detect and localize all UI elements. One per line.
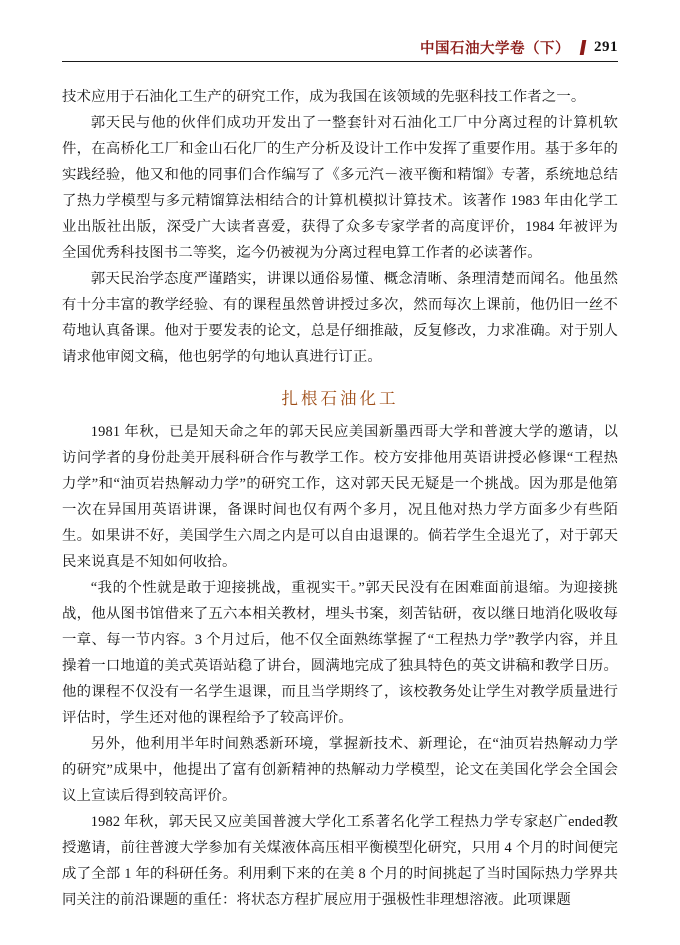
header-divider	[62, 61, 618, 62]
page-number: 291	[594, 38, 618, 55]
section-title: 扎根石油化工	[281, 388, 399, 408]
page-header	[0, 34, 680, 60]
page-content	[62, 84, 618, 913]
paragraph: “我的个性就是敢于迎接挑战，重视实干。”郭天民没有在困难面前退缩。为迎接挑战，他从图书馆借来了五六本相关教材，埋头书案，刻苦钻研，夜以继日地消化吸收每一章、每一节内容。3 个月过后，他不仅全面熟练掌握了“工程热力学”教学内容，并且操着一口地道的美式英语站稳了讲台，圆满地完成了独具特色的英文讲稿和教学日历。他的课程不仅没有一名学生退课，而且当学期终了，该校教务处让学生对教学质量进行评估时，学生还对他的课程给予了较高评价。	[62, 579, 618, 727]
paragraph: 郭天民治学态度严谨踏实，讲课以通俗易懂、概念清晰、条理清楚而闻名。他虽然有十分丰富的教学经验、有的课程虽然曾讲授过多次，然而每次上课前，他仍旧一丝不苟地认真备课。他对于要发表的论文，总是仔细推敲，反复修改，力求准确。对于别人请求他审阅文稿，他也躬学的句地认真进行订正。	[62, 271, 618, 366]
paragraph: 技术应用于石油化工生产的研究工作，成为我国在该领域的先驱科技工作者之一。	[62, 89, 586, 105]
paragraph: 另外，他利用半年时间熟悉新环境，掌握新技术、新理论，在“油页岩热解动力学的研究”成果中，他提出了富有创新精神的热解动力学模型，论文在美国化学会全国会议上宣读后得到较高评价。	[62, 736, 618, 805]
paragraph: 1982 年秋，郭天民又应美国普渡大学化工系著名化学工程热力学专家赵广ended教授邀请，前往普渡大学参加有关煤液体高压相平衡模型化研究，只用 4 个月的时间便完成了全部 1 年的科研任务。利用剩下来的在美 8 个月的时间挑起了当时国际热力学界共同关注的前沿课题的重任：将状态方程扩展应用于强极性非理想溶液。此项课题	[62, 814, 618, 909]
book-title: 中国石油大学卷（下）	[420, 40, 570, 57]
paragraph: 郭天民与他的伙伴们成功开发出了一整套针对石油化工厂中分离过程的计算机软件，在高桥化工厂和金山石化厂的生产分析及设计工作中发挥了重要作用。基于多年的实践经验，他又和他的同事们合作编写了《多元汽－液平衡和精馏》专著，系统地总结了热力学模型与多元精馏算法相结合的计算机模拟计算技术。该著作 1983 年由化学工业出版社出版，深受广大读者喜爱，获得了众多专家学者的高度评价，1984 年被评为全国优秀科技图书二等奖，迄今仍被视为分离过程电算工作者的必读著作。	[62, 115, 618, 262]
vertical-bar-icon	[580, 40, 587, 55]
paragraph: 1981 年秋，已是知天命之年的郭天民应美国新墨西哥大学和普渡大学的邀请，以访问学者的身份赴美开展科研合作与教学工作。校方安排他用英语讲授必修课“工程热力学”和“油页岩热解动力学”的研究工作，这对郭天民无疑是一个挑战。因为那是他第一次在异国用英语讲课，备课时间也仅有两个多月，况且他对热力学方面多少有些陌生。如果讲不好，美国学生六周之内是可以自由退课的。倘若学生全退光了，对于郭天民来说真是不知如何收拾。	[62, 423, 618, 570]
